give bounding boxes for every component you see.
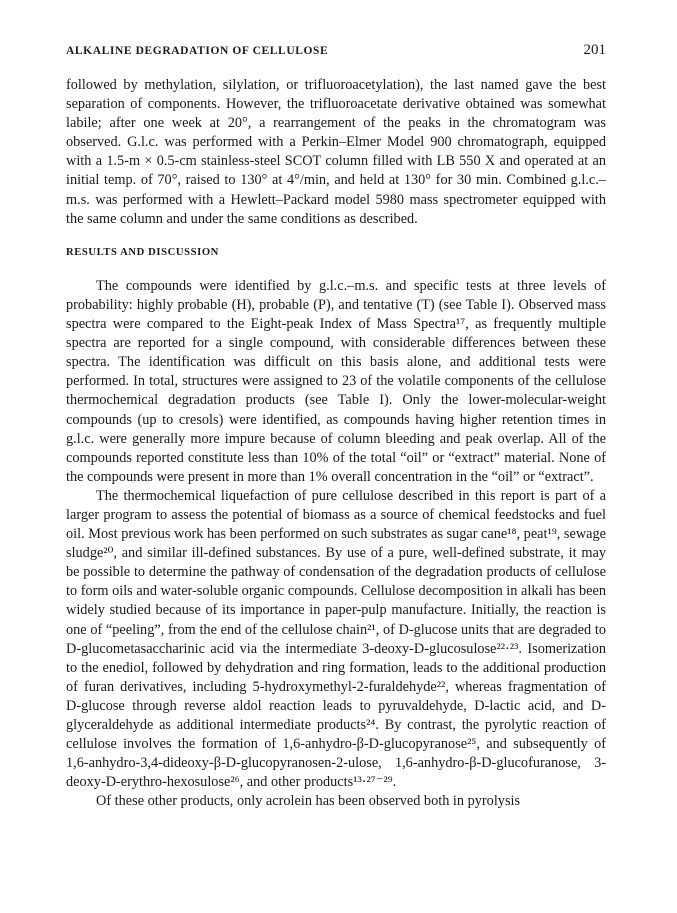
results-paragraph-other-products: Of these other products, only acrolein has been observed both in pyrolysis <box>96 793 521 810</box>
section-heading-results: RESULTS AND DISCUSSION <box>66 246 219 258</box>
methods-paragraph-continued: followed by methylation, silylation, or trifluoroacetylation), the last named gave the best separation of components. However, the trifluoroacetate derivative obtained was somewhat labile; after one week at 20°, a rearrangement of the peaks in the chromatogram was observed. G.l.c. was performed with a Perkin–Elmer Model 900 chromatograph, equipped with a 1.5-m × 0.5-cm stainless-steel SCOT column filled with LB 550 X and operated at an initial temp. of 70°, raised to 130° at 4°/min, and held at 130° for 30 min. Combined g.l.c.–m.s. was performed with a Hewlett–Packard model 5980 mass spectrometer equipped with the same column and under the same conditions as described. <box>66 77 606 227</box>
page-number: 201 <box>583 42 606 58</box>
running-head-title: ALKALINE DEGRADATION OF CELLULOSE <box>66 45 329 57</box>
running-head <box>66 42 606 62</box>
results-paragraph-identification: The compounds were identified by g.l.c.–m.s. and specific tests at three levels of probability: highly probable (H), probable (P), and tentative (T) (see Table I). Observed mass spectra were compared to the Eight-peak Index of Mass Spectra¹⁷, as frequently multiple spectra are reported for a single compound, with considerable differences between these spectra. The identification was difficult on this basis alone, and additional tests were performed. In total, structures were assigned to 23 of the volatile components of the cellulose thermochemical degradation products (see Table I). Only the lower-molecular-weight compounds (up to cresols) were identified, as compounds having higher retention times in g.l.c. were generally more impure because of column bleeding and peak overlap. All of the compounds reported constitute less than 10% of the total “oil” or “extract” material. None of the compounds were present in more than 1% overall concentration in the “oil” or “extract”. <box>66 277 606 485</box>
results-paragraph-liquefaction: The thermochemical liquefaction of pure cellulose described in this report is part of a larger program to assess the potential of biomass as a source of chemical feedstocks and fuel oil. Most previous work has been performed on such substrates as sugar cane¹⁸, peat¹⁹, sewage sludge²⁰, and similar ill-defined substances. By use of a pure, well-defined substrate, it may be possible to determine the pathway of condensation of the degradation products of cellulose to form oils and water-soluble organic compounds. Cellulose decomposition in alkali has been widely studied because of its importance in paper-pulp manufacture. Initially, the reaction is one of “peeling”, from the end of the cellulose chain²¹, of D-glucose units that are degraded to D-glucometasaccharinic acid via the intermediate 3-deoxy-D-glucosulose²²·²³. Isomerization to the enediol, followed by dehydration and ring formation, leads to the additional production of furan derivatives, including 5-hydroxymethyl-2-furaldehyde²², whereas fragmentation of D-glucose through reverse aldol reaction leads to pyruvaldehyde, D-lactic acid, and D-glyceraldehyde as additional intermediate products²⁴. By contrast, the pyrolytic reaction of cellulose involves the formation of 1,6-anhydro-β-D-glucopyranose²⁵, and subsequently of 1,6-anhydro-3,4-dideoxy-β-D-glucopyranosen-2-ulose, 1,6-anhydro-β-D-glucofuranose, 3-deoxy-D-erythro-hexosulose²⁶, and other products¹³·²⁷⁻²⁹. <box>66 487 606 791</box>
article-body <box>66 76 606 811</box>
